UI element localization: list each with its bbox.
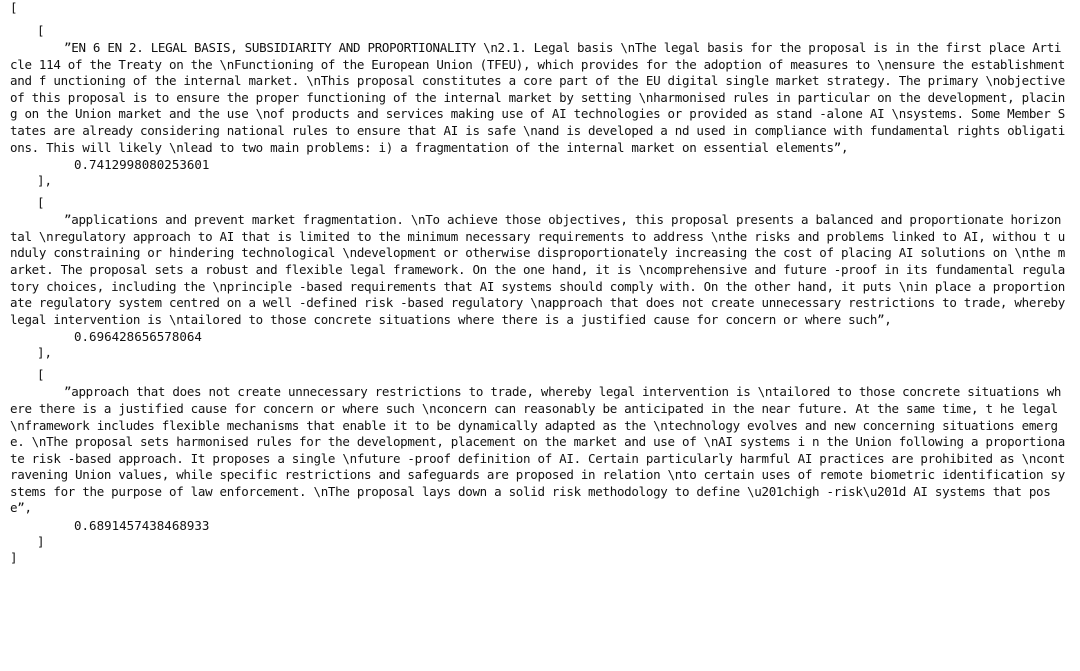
entry-close-bracket: ], [37, 345, 53, 361]
entry-text: ”EN 6 EN 2. LEGAL BASIS, SUBSIDIARITY AND PROPORTIONALITY \n2.1. Legal basis \nThe legal basis for the proposal is in the first place Article 114 of the Treaty on the \nFunctioning of the European Union (TFEU), which provides for the adoption of measures to \nensure the establishment and f unctioning of the internal market. \nThis proposal constitutes a core part of the EU digital single market strategy. The primary \nobjective of this proposal is to ensure the proper functioning of the internal market by setting \nharmonised rules in particular on the development, placing on the Union market and the use \nof products and services making use of AI technologies or provided as stand -alone AI \nsystems. Some Member States are already considering national rules to ensure that AI is safe \nand is developed a nd used in compliance with fundamental rights obligations. This will likely \nlead to two main problems: i) a fragmentation of the internal market on essential elements”, [10, 40, 1065, 155]
entry-1 [10, 17, 1070, 189]
entry-open-bracket: [ [37, 195, 45, 211]
entry-2 [10, 189, 1070, 361]
entry-score: 0.7412998080253601 [74, 157, 210, 173]
outer-open-bracket: [ [10, 0, 18, 15]
entry-text: ”applications and prevent market fragmentation. \nTo achieve those objectives, this proposal presents a balanced and proportionate horizontal \nregulatory approach to AI that is limited to the minimum necessary requirements to address \nthe risks and problems linked to AI, withou t unduly constraining or hindering technological \ndevelopment or otherwise disproportionately increasing the cost of placing AI solutions on \nthe market. The proposal sets a robust and flexible legal framework. On the one hand, it is \ncomprehensive and future -proof in its fundamental regulatory choices, including the \nprinciple -based requirements that AI systems should comply with. On the other hand, it puts \nin place a proportionate regulatory system centred on a well -defined risk -based regulatory \napproach that does not create unnecessary restrictions to trade, whereby legal intervention is \ntailored to those concrete situations where there is a justified cause for concern or where such”, [10, 212, 1065, 327]
entry-close-bracket: ] [37, 534, 45, 550]
entry-close-bracket: ], [37, 173, 53, 189]
entry-open-bracket: [ [37, 23, 45, 38]
entry-3 [10, 361, 1070, 550]
entry-score: 0.696428656578064 [74, 329, 202, 345]
outer-close-bracket: ] [10, 550, 18, 566]
entry-text: ”approach that does not create unnecessary restrictions to trade, whereby legal intervention is \ntailored to those concrete situations where there is a justified cause for concern or where such \nconcern can reasonably be anticipated in the near future. At the same time, t he legal \nframework includes flexible mechanisms that enable it to be dynamically adapted as the \ntechnology evolves and new concerning situations emerge. \nThe proposal sets harmonised rules for the development, placement on the market and use of \nAI systems i n the Union following a proportionate risk -based approach. It proposes a single \nfuture -proof definition of AI. Certain particularly harmful AI practices are prohibited as \ncontravening Union values, while specific restrictions and safeguards are proposed in relation \nto certain uses of remote biometric identification systems for the purpose of law enforcement. \nThe proposal lays down a solid risk methodology to define \u201chigh -risk\u201d AI systems that pose”, [10, 384, 1065, 516]
entry-score: 0.6891457438468933 [74, 518, 210, 534]
entry-open-bracket: [ [37, 367, 45, 383]
